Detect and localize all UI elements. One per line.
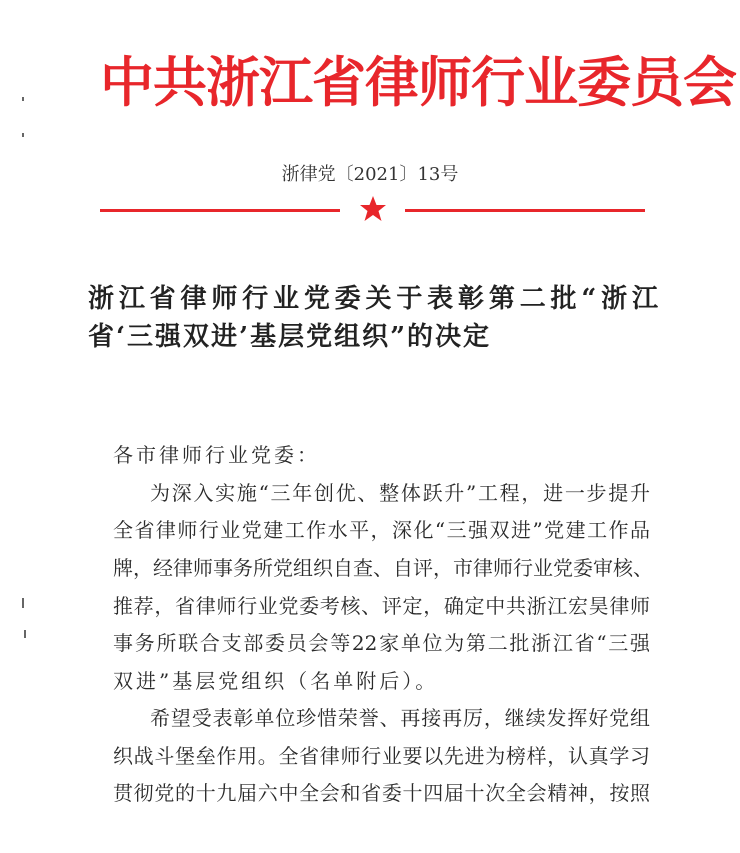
red-star-icon: [358, 194, 388, 224]
red-divider-left: [100, 209, 340, 212]
document-title-line-1: 浙江省律师行业党委关于表彰第二批“浙江: [88, 284, 658, 314]
salutation: 各市律师行业党委：: [113, 443, 320, 467]
scan-speck: [22, 598, 24, 608]
document-number: 浙律党〔2021〕13号: [281, 164, 459, 185]
body-line: 为深入实施“三年创优、整体跃升”工程，进一步提升: [150, 481, 650, 505]
body-line: 希望受表彰单位珍惜荣誉、再接再厉，继续发挥好党组: [150, 706, 650, 730]
body-line: 贯彻党的十九届六中全会和省委十四届十次全会精神，按照: [113, 781, 650, 805]
issuing-organization-header: 中共浙江省律师行业委员会: [100, 51, 736, 114]
body-line: 双进”基层党组织（名单附后）。: [113, 669, 439, 693]
body-line: 牌，经律师事务所党组织自查、自评，市律师行业党委审核、: [113, 556, 653, 580]
scan-speck: [22, 133, 24, 137]
red-divider-right: [405, 209, 645, 212]
body-line: 推荐，省律师行业党委考核、评定，确定中共浙江宏昊律师: [113, 594, 650, 618]
body-line: 事务所联合支部委员会等22家单位为第二批浙江省“三强: [113, 631, 650, 655]
body-line: 织战斗堡垒作用。全省律师行业要以先进为榜样，认真学习: [113, 744, 650, 768]
scan-speck: [22, 97, 24, 101]
document-title-line-2: 省‘三强双进’基层党组织”的决定: [88, 322, 492, 352]
body-line: 全省律师行业党建工作水平，深化“三强双进”党建工作品: [113, 518, 650, 542]
scan-speck: [24, 630, 26, 638]
